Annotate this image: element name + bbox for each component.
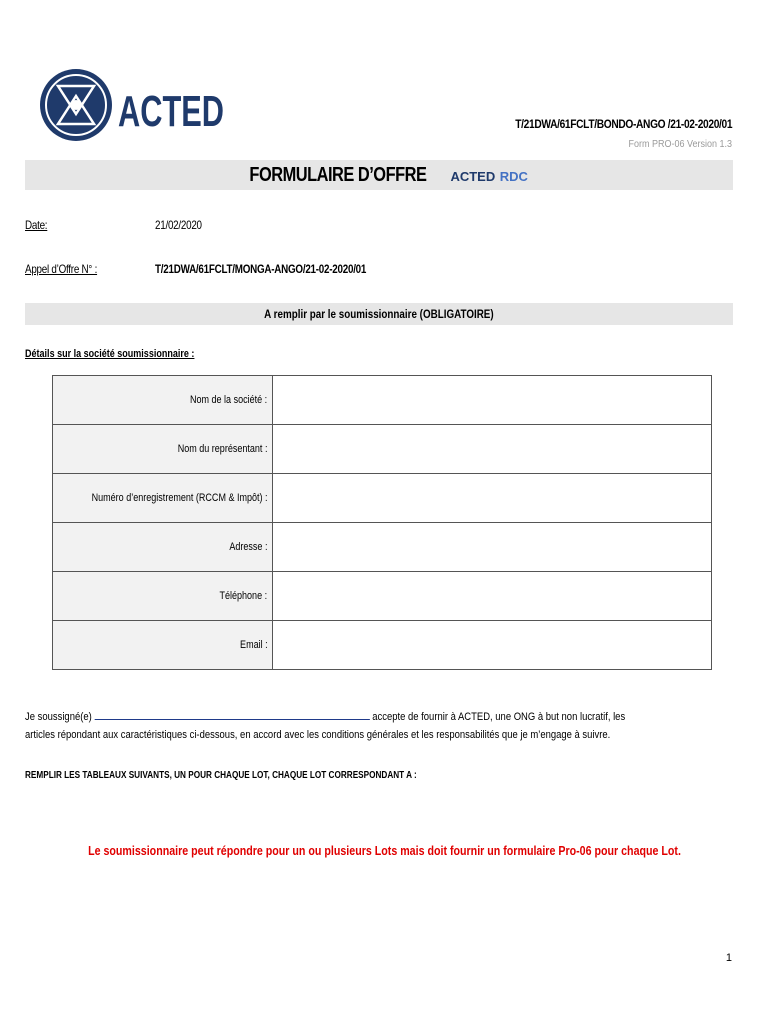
signatory-name-blank[interactable] xyxy=(94,708,369,720)
page-title xyxy=(25,160,733,190)
section-title xyxy=(25,303,733,325)
phone-label: Téléphone : xyxy=(219,590,268,602)
table-row xyxy=(53,474,712,523)
warning-text: Le soumissionnaire peut répondre pour un ou plusieurs Lots mais doit fournir un formulaire Pro-06 pour chaque Lot. xyxy=(88,843,682,858)
company-name-field[interactable] xyxy=(272,376,711,425)
registration-number-field[interactable] xyxy=(272,474,711,523)
title-rdc: RDC xyxy=(499,169,528,184)
table-row xyxy=(53,621,712,670)
address-label: Adresse : xyxy=(229,541,268,553)
document-reference: T/21DWA/61FCLT/BONDO-ANGO /21-02-2020/01 xyxy=(515,117,732,131)
table-row xyxy=(53,523,712,572)
form-version: Form PRO-06 Version 1.3 xyxy=(628,139,732,150)
representative-label: Nom du représentant : xyxy=(177,443,268,455)
declaration-paragraph xyxy=(25,708,644,744)
phone-field[interactable] xyxy=(272,572,711,621)
table-row xyxy=(53,572,712,621)
row-label-cell xyxy=(53,425,273,474)
row-label-cell xyxy=(53,621,273,670)
email-field[interactable] xyxy=(272,621,711,670)
title-main: FORMULAIRE D’OFFRE xyxy=(249,164,427,186)
date-value: 21/02/2020 xyxy=(155,218,202,232)
company-name-label: Nom de la société : xyxy=(190,394,268,406)
declaration-prefix: Je soussigné(e) xyxy=(25,711,92,723)
email-label: Email : xyxy=(239,639,268,651)
row-label-cell xyxy=(53,376,273,425)
appel-offre-label: Appel d’Offre N° : xyxy=(25,262,98,276)
table-row xyxy=(53,425,712,474)
page-number: 1 xyxy=(725,952,732,964)
representative-field[interactable] xyxy=(272,425,711,474)
title-acted: ACTED xyxy=(450,169,496,184)
address-field[interactable] xyxy=(272,523,711,572)
row-label-cell xyxy=(53,523,273,572)
date-label: Date: xyxy=(25,218,48,232)
row-label-cell xyxy=(53,474,273,523)
acted-logo xyxy=(38,64,228,146)
appel-offre-value: T/21DWA/61FCLT/MONGA-ANGO/21-02-2020/01 xyxy=(155,262,367,276)
declaration-suffix: accepte de fournir à ACTED, une ONG à but non lucratif, les articles répondant aux caractéristiques ci-dessous, en accord avec les conditions générales et les responsabilités que je m’engage à suivre. xyxy=(25,711,626,741)
table-row xyxy=(53,376,712,425)
details-label: Détails sur la société soumissionnaire : xyxy=(25,348,195,360)
acted-emblem-icon xyxy=(40,69,112,141)
logo-text: ACTED xyxy=(118,87,224,136)
registration-number-label: Numéro d’enregistrement (RCCM & Impôt) : xyxy=(91,492,268,504)
section-title-text: A remplir par le soumissionnaire (OBLIGATOIRE) xyxy=(264,307,494,321)
fill-instruction: REMPLIR LES TABLEAUX SUIVANTS, UN POUR CHAQUE LOT, CHAQUE LOT CORRESPONDANT A : xyxy=(25,770,417,781)
row-label-cell xyxy=(53,572,273,621)
company-details-table xyxy=(52,375,712,670)
warning-notice xyxy=(0,843,770,858)
